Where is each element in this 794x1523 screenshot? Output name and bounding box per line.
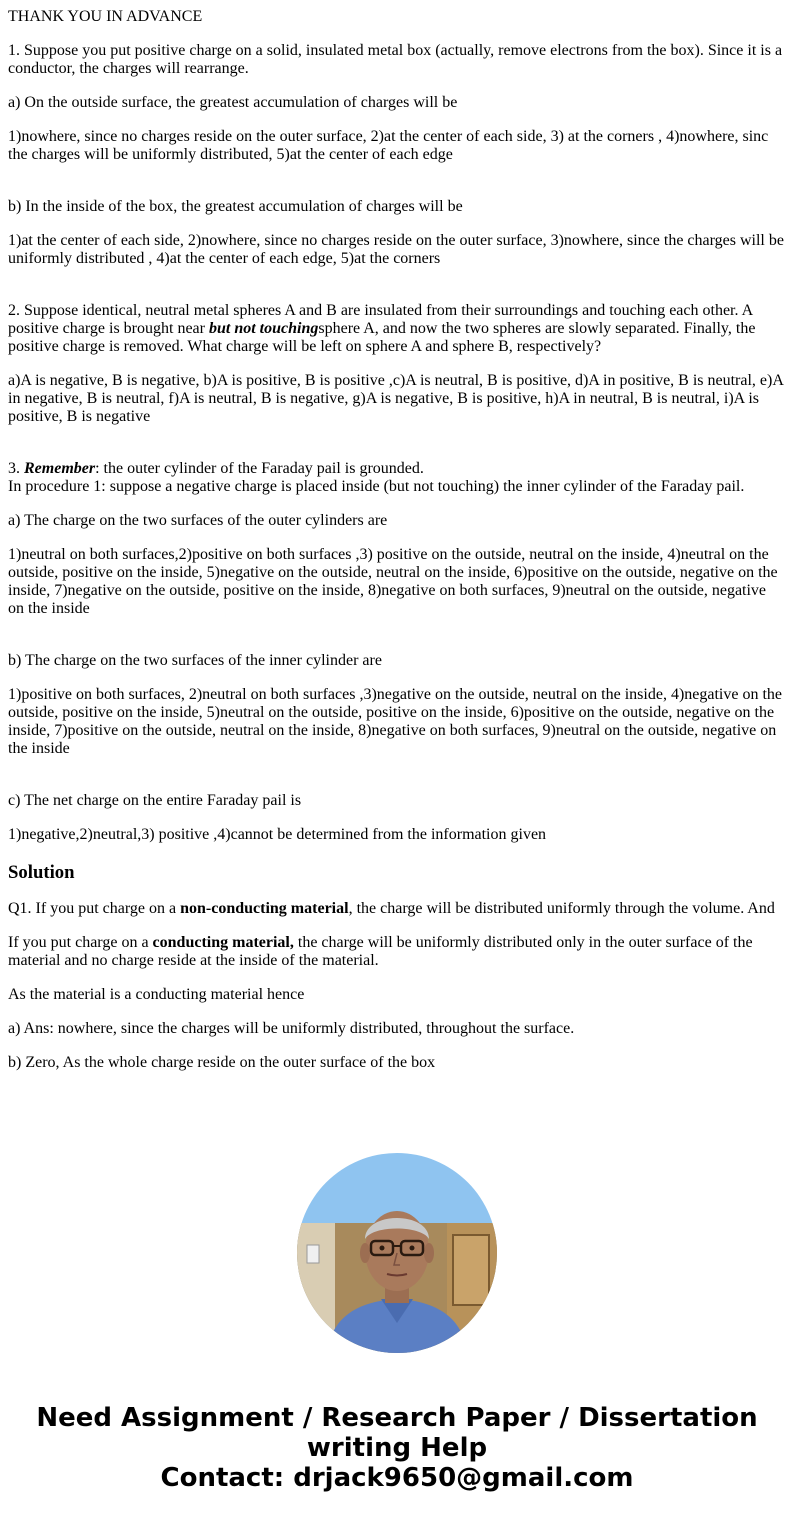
solution-p1-pre: Q1. If you put charge on a bbox=[8, 900, 181, 917]
q2-stem-part2: sphere A, and now the two spheres are slowly separated. Finally, the positive charge is removed. What charge will be left on sphere A and sphere B, respectively? bbox=[8, 320, 756, 355]
portrait-image bbox=[297, 1153, 497, 1353]
q3-remember-text: : the outer cylinder of the Faraday pail is grounded. bbox=[95, 460, 424, 477]
solution-p2-bold: conducting material, bbox=[152, 934, 294, 951]
q1-b-options: 1)at the center of each side, 2)nowhere, since no charges reside on the outer surface, 3)nowhere, since the charges will be uniformly distributed , 4)at the center of each edge, 5)at the corners bbox=[8, 232, 784, 267]
footer-line-1: Need Assignment / Research Paper / Dissertation bbox=[36, 1403, 758, 1433]
solution-p1-post: , the charge will be distributed uniformly through the volume. And bbox=[348, 900, 775, 917]
footer-contact: Contact: drjack9650@gmail.com bbox=[160, 1463, 634, 1493]
footer-banner bbox=[0, 1403, 794, 1493]
solution-p4: a) Ans: nowhere, since the charges will be uniformly distributed, throughout the surface. bbox=[8, 1020, 575, 1037]
q3-remember bbox=[8, 460, 786, 478]
q2-stem-part1: 2. Suppose identical, neutral metal spheres A and B are insulated from their surroundings and touching each other. A positive charge is brought near bbox=[8, 302, 753, 337]
q1-b-stem: b) In the inside of the box, the greatest accumulation of charges will be bbox=[8, 198, 463, 215]
solution-p1 bbox=[8, 900, 786, 918]
author-photo bbox=[297, 1153, 497, 1353]
q3-procedure: In procedure 1: suppose a negative charge is placed inside (but not touching) the inner cylinder of the Faraday pail. bbox=[8, 478, 745, 495]
q2-stem-emphasis: but not touching bbox=[208, 320, 319, 337]
solution-p2-pre: If you put charge on a bbox=[8, 934, 153, 951]
solution-p3: As the material is a conducting material hence bbox=[8, 986, 305, 1003]
q1-a-options: 1)nowhere, since no charges reside on the outer surface, 2)at the center of each side, 3) at the corners , 4)nowhere, sinc the charges will be uniformly distributed, 5)at the center of each edge bbox=[8, 128, 769, 163]
solution-p5: b) Zero, As the whole charge reside on the outer surface of the box bbox=[8, 1054, 436, 1071]
q3-number: 3. bbox=[8, 460, 24, 477]
q2-options: a)A is negative, B is negative, b)A is positive, B is positive ,c)A is neutral, B is positive, d)A in positive, B is neutral, e)A in negative, B is neutral, f)A is neutral, B is negative, g)A is negative, B is positive, h)A in neutral, B is neutral, i)A is positive, B is negative bbox=[8, 372, 784, 425]
solution-p2 bbox=[8, 934, 786, 970]
q1-a-stem: a) On the outside surface, the greatest accumulation of charges will be bbox=[8, 94, 458, 111]
q3-a-options: 1)neutral on both surfaces,2)positive on both surfaces ,3) positive on the outside, neutral on the inside, 4)neutral on the outside, positive on the inside, 5)negative on the outside, neutral on the inside, 6)positive on the outside, negative on the inside, 7)negative on the outside, positive on the inside, 8)negative on both surfaces, 9)neutral on the outside, negative on the inside bbox=[8, 546, 778, 617]
q3-b-options: 1)positive on both surfaces, 2)neutral on both surfaces ,3)negative on the outside, neutral on the inside, 4)negative on the outside, positive on the inside, 5)neutral on the outside, positive on the inside, 6)positive on the outside, negative on the inside, 7)positive on the outside, neutral on the inside, 8)negative on both surfaces, 9)neutral on the outside, negative on the inside bbox=[8, 686, 783, 757]
q3-c-stem: c) The net charge on the entire Faraday pail is bbox=[8, 792, 302, 809]
question-content bbox=[8, 8, 786, 1072]
solution-p1-bold: non-conducting material bbox=[180, 900, 349, 917]
q1-stem: 1. Suppose you put positive charge on a solid, insulated metal box (actually, remove electrons from the box). Since it is a conductor, the charges will rearrange. bbox=[8, 42, 783, 77]
q3-a-stem: a) The charge on the two surfaces of the outer cylinders are bbox=[8, 512, 388, 529]
footer-line-2: writing Help bbox=[306, 1433, 488, 1463]
header-text: THANK YOU IN ADVANCE bbox=[8, 8, 203, 25]
solution-heading: Solution bbox=[8, 862, 75, 883]
q2-stem bbox=[8, 302, 786, 356]
q3-b-stem: b) The charge on the two surfaces of the inner cylinder are bbox=[8, 652, 382, 669]
q3-c-options: 1)negative,2)neutral,3) positive ,4)cannot be determined from the information given bbox=[8, 826, 547, 843]
q3-remember-label: Remember bbox=[24, 460, 96, 477]
solution-p2-post: the charge will be uniformly distributed only in the outer surface of the material and no charge reside at the inside of the material. bbox=[8, 934, 753, 969]
